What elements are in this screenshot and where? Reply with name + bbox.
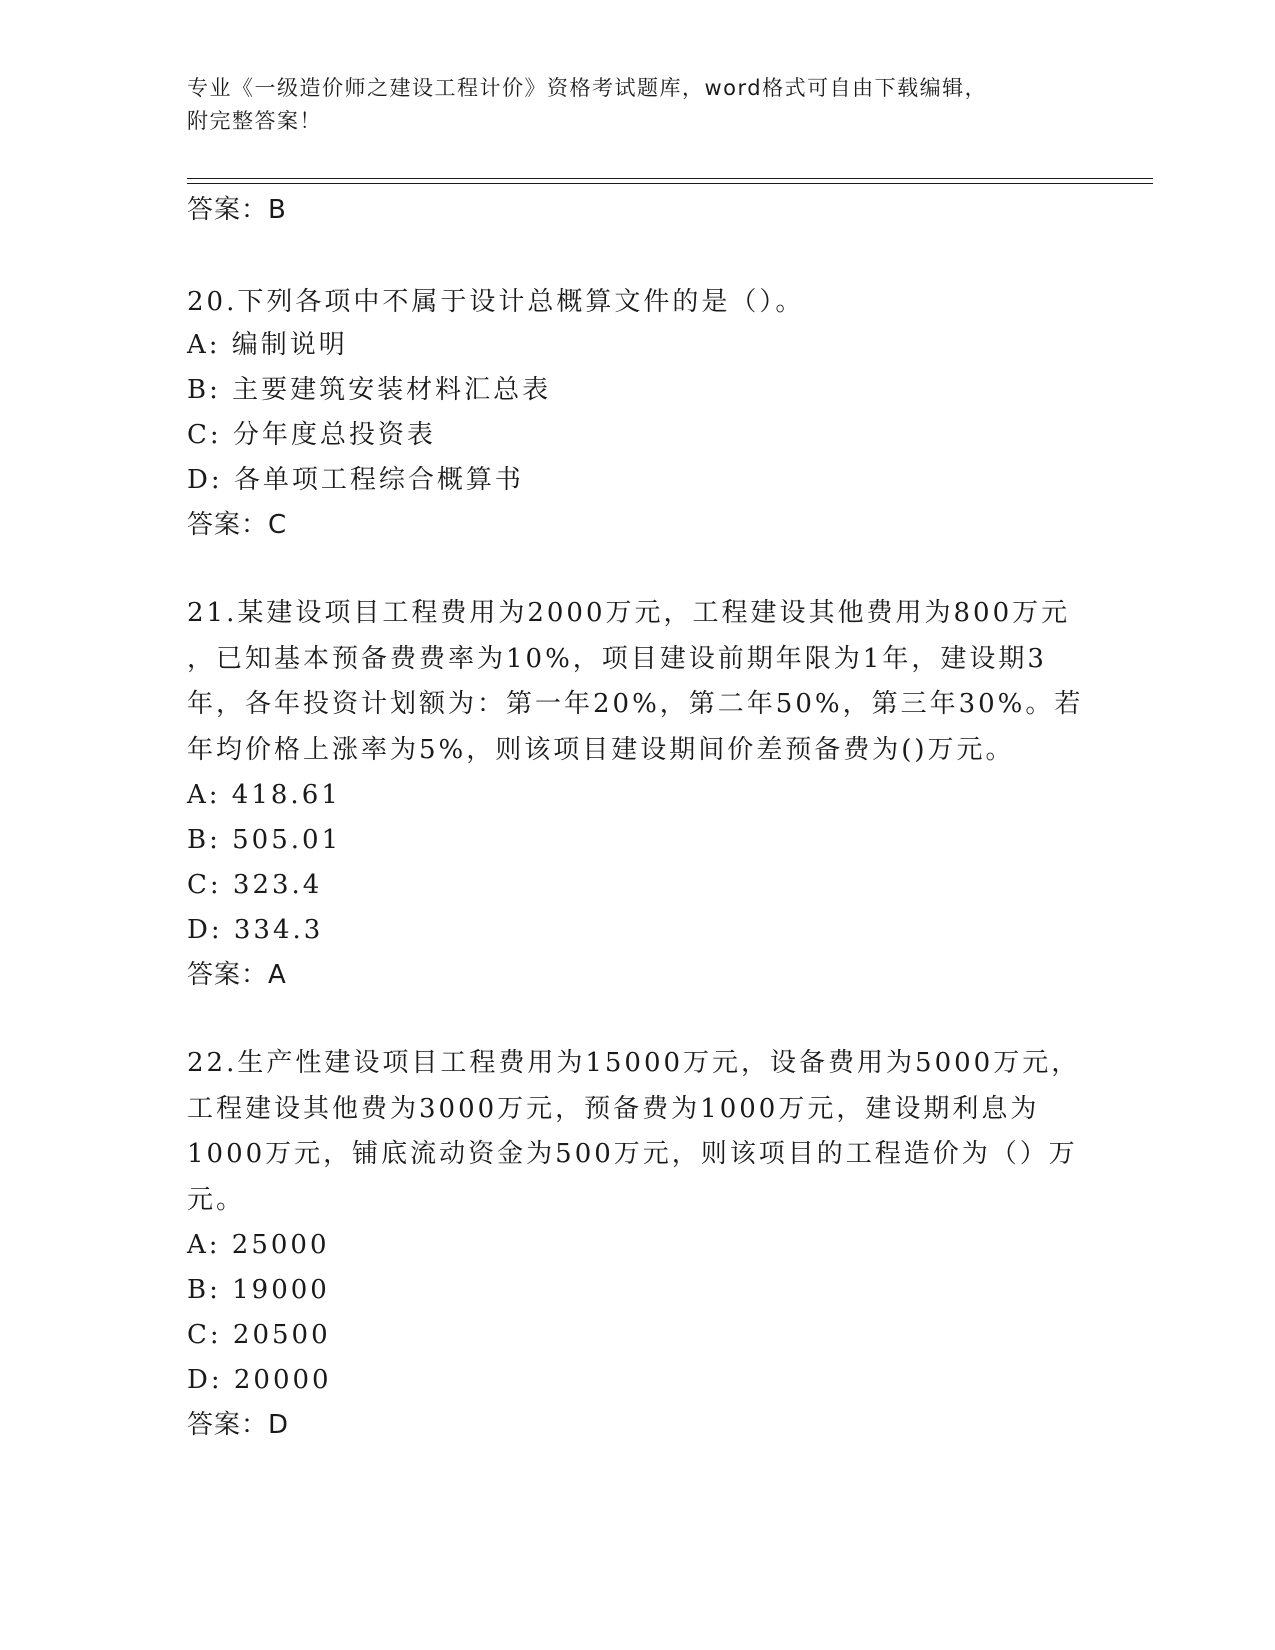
question-stem-line: 元。 — [187, 1184, 246, 1215]
question-20-option-b: B: 主要建筑安装材料汇总表 — [187, 375, 552, 405]
header-line-2: 附完整答案！ — [187, 109, 322, 133]
question-stem-line: 工程建设其他费为3000万元，预备费为1000万元，建设期利息为 — [187, 1093, 1040, 1124]
question-22-option-c: C: 20500 — [187, 1320, 331, 1350]
question-21-stem — [187, 591, 1087, 773]
header-divider-bottom — [187, 183, 1153, 184]
question-stem-line: 年均价格上涨率为5%，则该项目建设期间价差预备费为()万元。 — [187, 734, 1015, 765]
question-stem-line: 1000万元，铺底流动资金为500万元，则该项目的工程造价为（）万 — [187, 1139, 1078, 1169]
question-22-stem — [187, 1041, 1087, 1223]
question-20-stem — [187, 280, 1087, 326]
question-21-answer: 答案：A — [187, 960, 287, 990]
question-22-option-d: D: 20000 — [187, 1365, 332, 1395]
question-20-answer: 答案：C — [187, 510, 288, 540]
header-line-1: 专业《一级造价师之建设工程计价》资格考试题库，word格式可自由下载编辑， — [187, 76, 988, 100]
question-stem-line: 20.下列各项中不属于设计总概算文件的是（）。 — [187, 287, 805, 317]
question-21-option-b: B: 505.01 — [187, 825, 342, 855]
question-stem-line: 22.生产性建设项目工程费用为15000万元，设备费用为5000万元， — [187, 1048, 1081, 1078]
header-divider-top — [187, 178, 1153, 179]
question-22-option-a: A: 25000 — [187, 1230, 330, 1260]
document-header — [187, 72, 1067, 138]
question-20-option-c: C: 分年度总投资表 — [187, 420, 436, 450]
question-21-option-a: A: 418.61 — [187, 780, 341, 810]
question-stem-line: 年，各年投资计划额为：第一年20%，第二年50%，第三年30%。若 — [187, 689, 1084, 719]
question-stem-line: ，已知基本预备费费率为10%，项目建设前期年限为1年，建设期3 — [187, 643, 1047, 674]
question-20-option-d: D: 各单项工程综合概算书 — [187, 465, 524, 495]
question-22-option-b: B: 19000 — [187, 1275, 330, 1305]
question-21-option-c: C: 323.4 — [187, 870, 323, 900]
previous-answer: 答案：B — [187, 195, 287, 225]
question-stem-line: 21.某建设项目工程费用为2000万元，工程建设其他费用为800万元 — [187, 598, 1071, 628]
question-20-option-a: A: 编制说明 — [187, 330, 348, 360]
question-21-option-d: D: 334.3 — [187, 915, 324, 945]
question-22-answer: 答案：D — [187, 1410, 290, 1440]
